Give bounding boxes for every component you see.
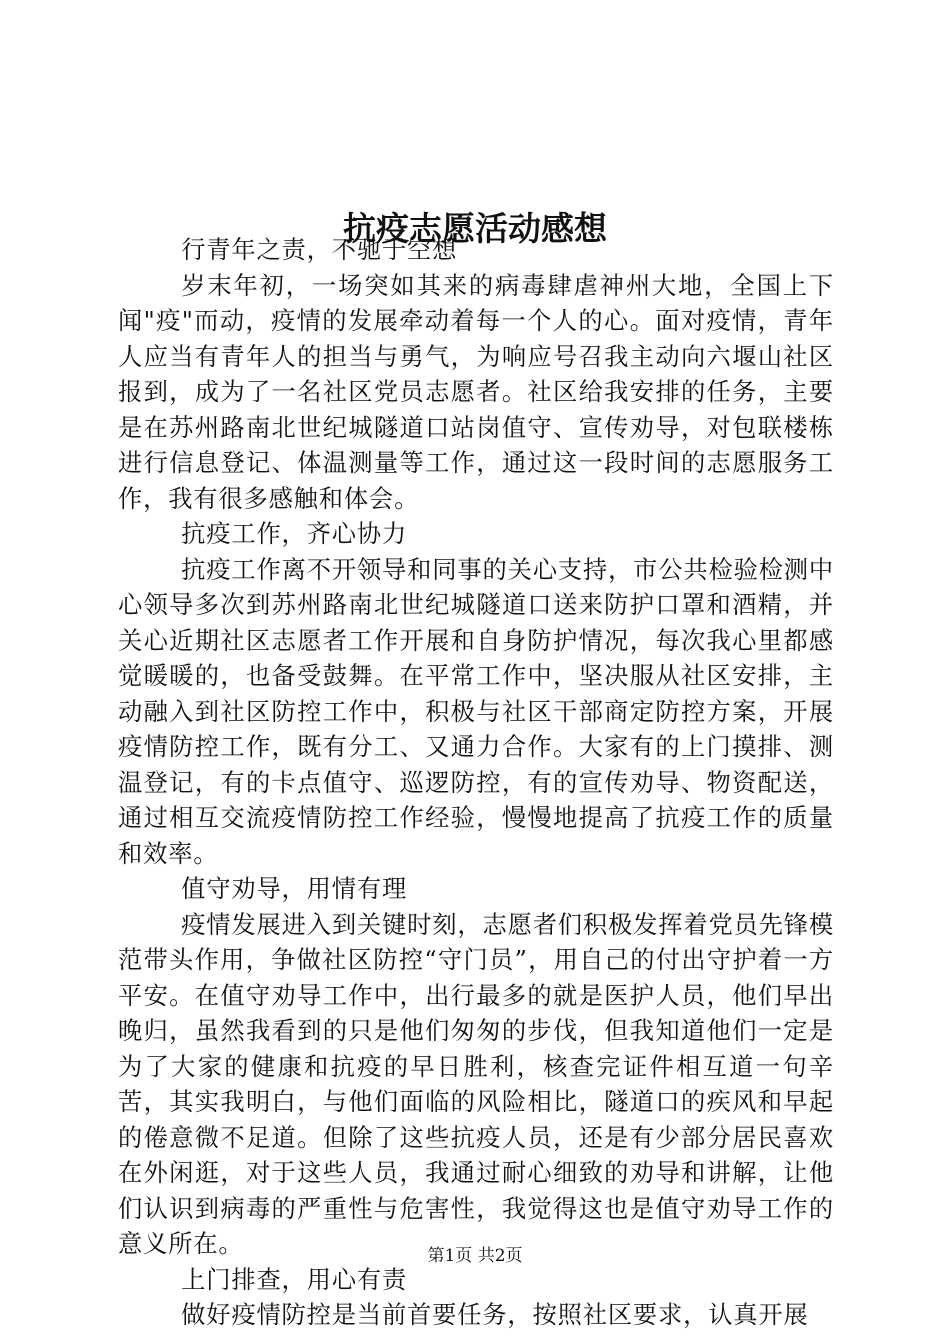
paragraph: 抗疫工作离不开领导和同事的关心支持，市公共检验检测中心领导多次到苏州路南北世纪城隧道口送来防护口罩和酒精，并关心近期社区志愿者工作开展和自身防护情况，每次我心里都感觉暖暖的，也备受鼓舞。在平常工作中，坚决服从社区安排，主动融入到社区防控工作中，积极与社区干部商定防控方案，开展疫情防控工作，既有分工、又通力合作。大家有的上门摸排、测温登记，有的卡点值守、巡逻防控，有的宣传劝导、物资配送，通过相互交流疫情防控工作经验，慢慢地提高了抗疫工作的质量和效率。	[118, 554, 834, 868]
paragraph: 疫情发展进入到关键时刻，志愿者们积极发挥着党员先锋模范带头作用，争做社区防控“守门员”，用自己的付出守护着一方平安。在值守劝导工作中，出行最多的就是医护人员，他们早出晚归，虽然我看到的只是他们匆匆的步伐，但我知道他们一定是为了大家的健康和抗疫的早日胜利，核查完证件相互道一句辛苦，其实我明白，与他们面临的风险相比，隧道口的疾风和早起的倦意微不足道。但除了这些抗疫人员，还是有少部分居民喜欢在外闲逛，对于这些人员，我通过耐心细致的劝导和讲解，让他们认识到病毒的严重性与危害性，我觉得这也是值守劝导工作的意义所在。	[118, 909, 834, 1258]
paragraph: 岁末年初，一场突如其来的病毒肆虐神州大地，全国上下闻"疫"而动，疫情的发展牵动着每一个人的心。面对疫情，青年人应当有青年人的担当与勇气，为响应号召我主动向六堰山社区报到，成为了一名社区党员志愿者。社区给我安排的任务，主要是在苏州路南北世纪城隧道口站岗值守、宣传劝导，对包联楼栋进行信息登记、体温测量等工作，通过这一段时间的志愿服务工作，我有很多感触和体会。	[118, 270, 834, 513]
document-title: 抗疫志愿活动感想	[343, 209, 607, 249]
section-heading: 值守劝导，用情有理	[181, 874, 408, 903]
paragraph: 做好疫情防控是当前首要任务，按照社区要求，认真开展	[181, 1300, 809, 1329]
section-heading: 抗疫工作，齐心协力	[181, 519, 408, 548]
page-number-footer: 第1页 共2页	[427, 1246, 523, 1266]
document-body	[118, 232, 834, 1333]
section-heading: 上门排查，用心有责	[181, 1264, 408, 1294]
section-heading: 行青年之责，不驰于空想	[181, 235, 458, 264]
